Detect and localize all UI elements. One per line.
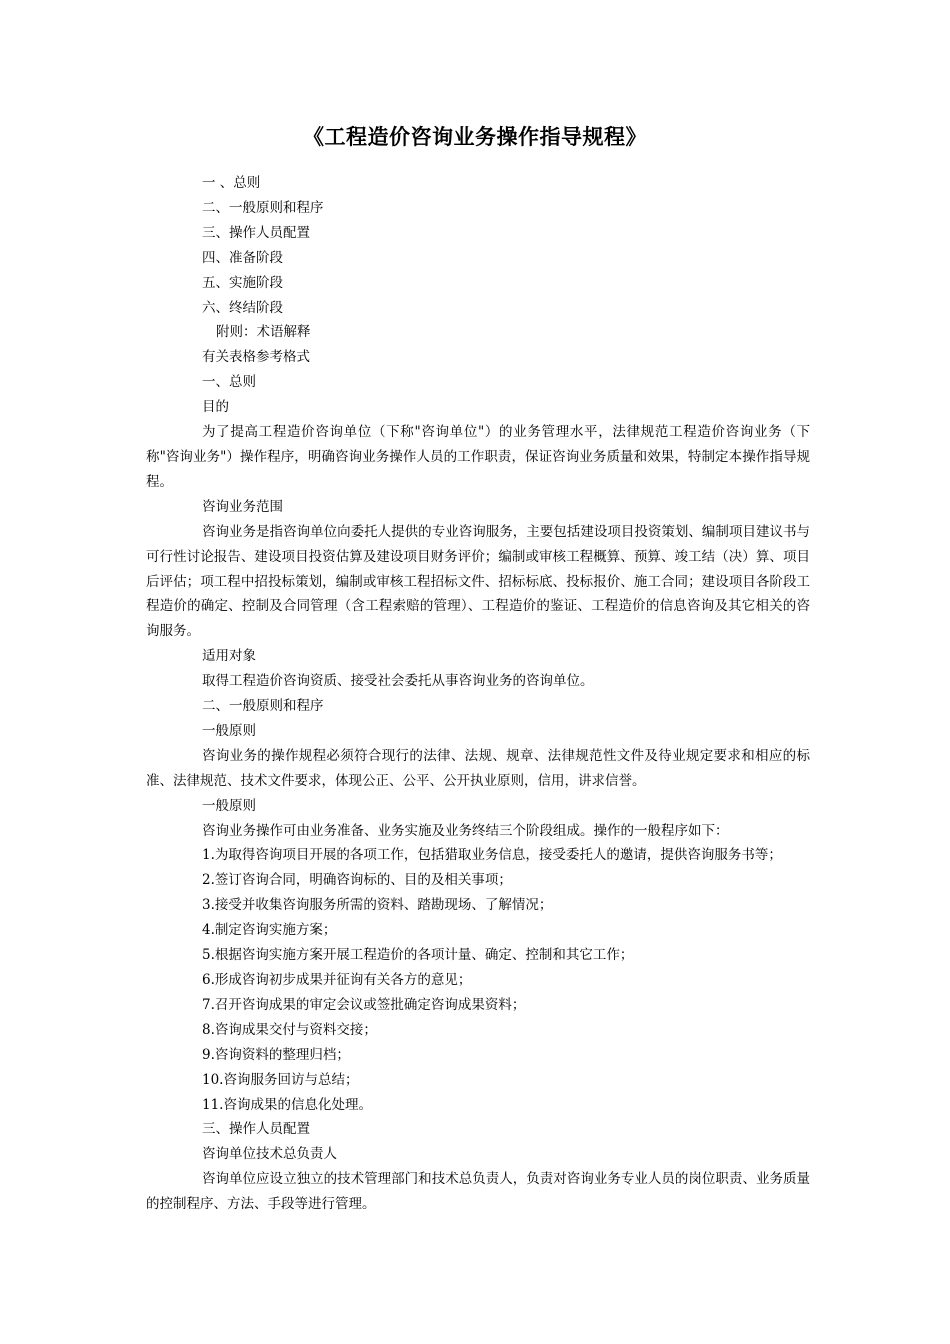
list-item: 5.根据咨询实施方案开展工程造价的各项计量、确定、控制和其它工作； (202, 947, 634, 964)
list-item: 7.召开咨询成果的审定会议或签批确定咨询成果资料； (202, 996, 526, 1013)
paragraph: 咨询业务的操作规程必须符合现行的法律、法规、规章、法律规范性文件及待业规定要求和相应的标准、法律规范、技术文件要求，体现公正、公平、公开执业原则，信用，讲求信誉。 (146, 747, 810, 789)
subheading: 一般原则 (202, 797, 256, 814)
document-title: 《工程造价咨询业务操作指导规程》 (303, 125, 647, 149)
subheading: 目的 (202, 399, 229, 416)
toc-appendix: 附则：术语解释 (216, 324, 311, 341)
paragraph: 咨询业务是指咨询单位向委托人提供的专业咨询服务，主要包括建设项目投资策划、编制项目建议书与可行性讨论报告、建设项目投资估算及建设项目财务评价；编制或审核工程概算、预算、竣工结（决）算、项目后评估；项工程中招投标策划，编制或审核工程招标文件、招标标底、投标报价、施工合同；建设项目各阶段工程造价的确定、控制及合同管理（含工程索赔的管理）、工程造价的鉴证、工程造价的信息咨询及其它相关的咨询服务。 (146, 523, 810, 640)
list-item: 1.为取得咨询项目开展的各项工作，包括猎取业务信息，接受委托人的邀请，提供咨询服务书等； (202, 847, 782, 864)
section-heading: 一、总则 (202, 374, 256, 391)
toc-item: 二、一般原则和程序 (202, 199, 324, 216)
list-item: 3.接受并收集咨询服务所需的资料、踏勘现场、了解情况； (202, 897, 553, 914)
document-body (146, 171, 810, 1217)
subheading: 适用对象 (202, 648, 256, 665)
list-item: 11.咨询成果的信息化处理。 (202, 1096, 372, 1113)
list-item: 4.制定咨询实施方案； (202, 922, 337, 939)
subheading: 咨询业务范围 (202, 498, 283, 515)
paragraph: 为了提高工程造价咨询单位（下称"咨询单位"）的业务管理水平，法律规范工程造价咨询业务（下称"咨询业务"）操作程序，明确咨询业务操作人员的工作职责，保证咨询业务质量和效果，特制定本操作指导规程。 (146, 424, 810, 490)
paragraph: 取得工程造价咨询资质、接受社会委托从事咨询业务的咨询单位。 (202, 673, 594, 690)
subheading: 咨询单位技术总负责人 (202, 1146, 337, 1163)
list-item: 10.咨询服务回访与总结； (202, 1071, 359, 1088)
subheading: 一般原则 (202, 722, 256, 739)
list-item: 9.咨询资料的整理归档； (202, 1046, 350, 1063)
paragraph: 咨询单位应设立独立的技术管理部门和技术总负责人，负责对咨询业务专业人员的岗位职责、业务质量的控制程序、方法、手段等进行管理。 (146, 1171, 810, 1213)
list-item: 2.签订咨询合同，明确咨询标的、目的及相关事项； (202, 872, 512, 889)
toc-item: 四、准备阶段 (202, 249, 283, 266)
section-heading: 三、操作人员配置 (202, 1121, 310, 1138)
toc-item: 五、实施阶段 (202, 274, 283, 291)
toc-forms: 有关表格参考格式 (202, 349, 310, 366)
toc-item: 一 、总则 (202, 175, 261, 191)
toc-item: 三、操作人员配置 (202, 224, 310, 241)
paragraph: 咨询业务操作可由业务准备、业务实施及业务终结三个阶段组成。操作的一般程序如下： (202, 822, 729, 839)
section-heading: 二、一般原则和程序 (202, 698, 324, 715)
list-item: 6.形成咨询初步成果并征询有关各方的意见； (202, 972, 472, 988)
list-item: 8.咨询成果交付与资料交接； (202, 1021, 377, 1038)
toc-item: 六、终结阶段 (202, 299, 283, 316)
